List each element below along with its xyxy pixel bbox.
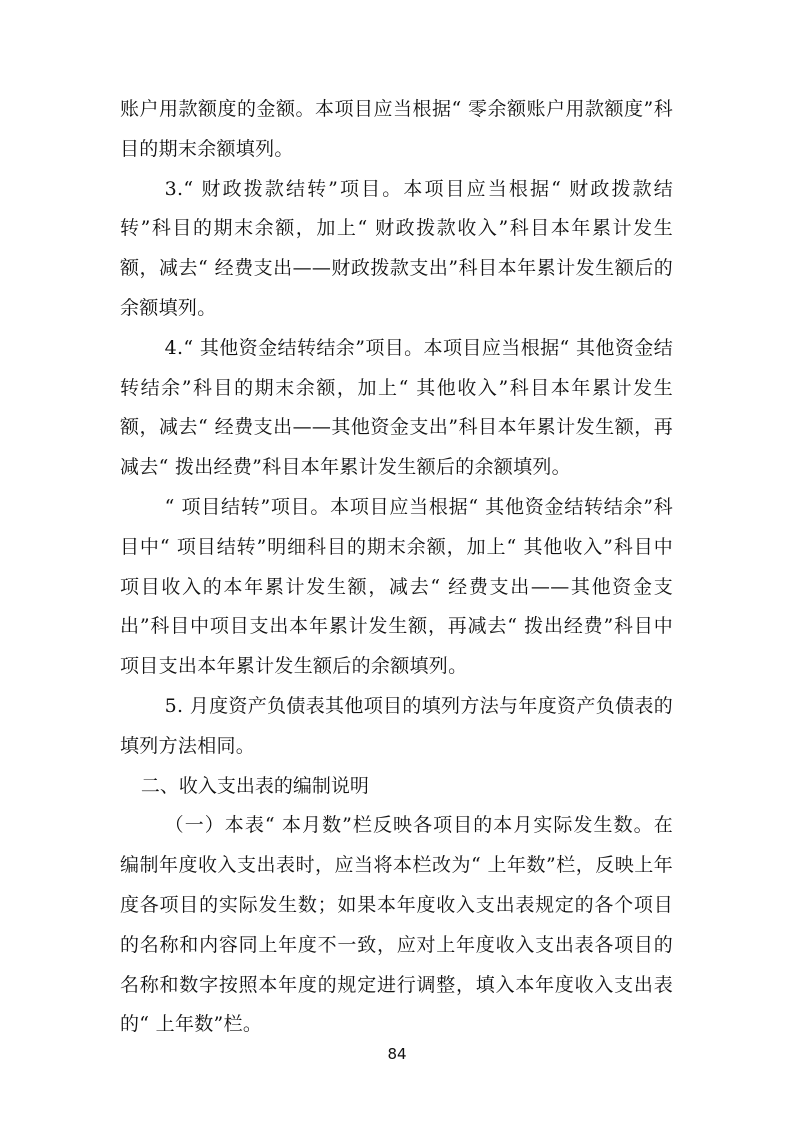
- paragraph-project-carryover: “ 项目结转”项目。本项目应当根据“ 其他资金结转结余”科目中“ 项目结转”明细科目的期末余额，加上“ 其他收入”科目中项目收入的本年累计发生额，减去“ 经费支出——其他资金支出”科目中项目支出本年累计发生额，再减去“ 拨出经费”科目中项目支出本年累计发生额后的余额填列。: [120, 495, 673, 678]
- paragraph-continuation: 账户用款额度的金额。本项目应当根据“ 零余额账户用款额度”科目的期末余额填列。: [120, 98, 673, 160]
- page-number: 84: [387, 1045, 407, 1063]
- paragraph-item-5: 5. 月度资产负债表其他项目的填列方法与年度资产负债表的填列方法相同。: [120, 694, 673, 757]
- section-heading: 二、收入支出表的编制说明: [140, 774, 369, 797]
- paragraph-item-4: 4.“ 其他资金结转结余”项目。本项目应当根据“ 其他资金结转结余”科目的期末余额，加上“ 其他收入”科目本年累计发生额，减去“ 经费支出——其他资金支出”科目本年累计发生额，再减去“ 拨出经费”科目本年累计发生额后的余额填列。: [120, 336, 673, 479]
- document-body: [120, 90, 673, 1045]
- paragraph-item-3: 3.“ 财政拨款结转”项目。本项目应当根据“ 财政拨款结转”科目的期末余额，加上“ 财政拨款收入”科目本年累计发生额，减去“ 经费支出——财政拨款支出”科目本年累计发生额后的余额填列。: [120, 177, 673, 319]
- paragraph-section-1: （一）本表“ 本月数”栏反映各项目的本月实际发生数。在编制年度收入支出表时，应当将本栏改为“ 上年数”栏，反映上年度各项目的实际发生数；如果本年度收入支出表规定的各个项目的名称和内容同上年度不一致，应对上年度收入支出表各项目的名称和数字按照本年度的规定进行调整，填入本年度收入支出表的“ 上年数”栏。: [120, 814, 673, 1036]
